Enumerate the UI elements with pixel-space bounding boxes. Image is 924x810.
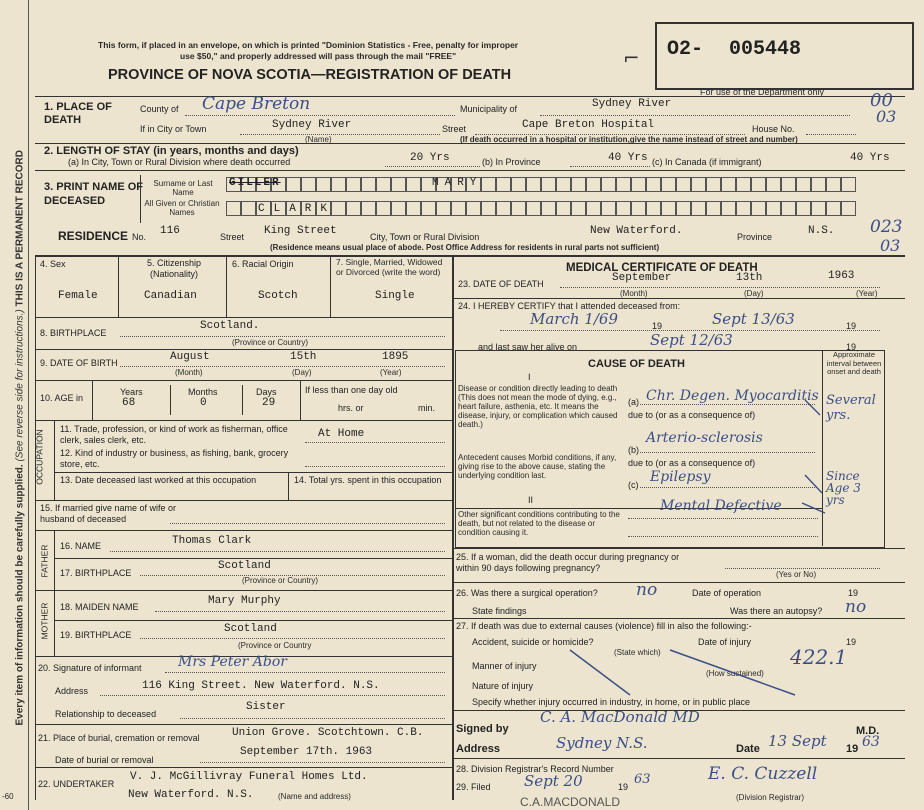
signed-label: Signed by (456, 723, 509, 735)
nineteen-1: 19 (652, 321, 663, 331)
name-caption: (Name) (305, 135, 332, 144)
last-saw-label: and last saw her alive on (478, 342, 578, 352)
md-label: M.D. (856, 725, 880, 737)
racial-label: 6. Racial Origin (232, 259, 294, 269)
name-cell (556, 201, 571, 216)
registrar-signature: E. C. Cuzzell (708, 764, 818, 784)
surname-value: CLARK (258, 203, 337, 215)
name-cell (766, 177, 781, 192)
name-cell (451, 201, 466, 216)
pen-strokes (560, 640, 800, 700)
age-months: 0 (200, 397, 207, 409)
industry-label: 12. Kind of industry or business, as fishing, bank, grocery store, etc. (60, 448, 289, 469)
name-cell (421, 201, 436, 216)
sex-label: 4. Sex (40, 259, 66, 269)
side-instructions: Every item of information should be carefully supplied. (See reverse side for instructions.) THIS IS A PERMANENT RECORD (14, 149, 26, 726)
name-cell (526, 177, 541, 192)
sex-value: Female (58, 290, 98, 302)
reg-number: 005448 (729, 38, 802, 61)
name-cell (541, 201, 556, 216)
name-cell (766, 201, 781, 216)
racial-value: Scotch (258, 290, 298, 302)
name-cell (796, 177, 811, 192)
name-cell (841, 177, 856, 192)
roman-1: I (528, 372, 531, 382)
age-years-label: Years (120, 387, 143, 397)
mother-maiden: Mary Murphy (208, 595, 281, 607)
informant-label: 20. Signature of informant (38, 663, 142, 673)
code-number: 422.1 (790, 645, 848, 669)
stay-a-value: 20 Yrs (410, 152, 450, 164)
name-cell (286, 177, 301, 192)
cause-c: Epilepsy (650, 469, 711, 485)
last-saw-value: Sept 12/63 (650, 331, 733, 349)
name-cell (616, 201, 631, 216)
name-cell (391, 177, 406, 192)
attended-to: Sept 13/63 (712, 310, 795, 328)
state-which: (State which) (614, 648, 661, 657)
marital-label: 7. Single, Married, Widowed or Divorced (write the word) (336, 257, 443, 277)
street-label: Street (442, 124, 467, 134)
age-label: 10. AGE in (40, 393, 84, 403)
relationship-label: Relationship to deceased (55, 709, 157, 719)
name-cell (466, 201, 481, 216)
yes-no-caption: (Yes or No) (776, 570, 817, 579)
name-cell (571, 177, 586, 192)
residence-no: 116 (160, 225, 180, 237)
name-cell (751, 177, 766, 192)
institution-note: (If death occurred in a hospital or institution,give the name instead of street and number) (460, 135, 798, 144)
stay-b-label: (b) In Province (482, 157, 541, 167)
name-cell (346, 201, 361, 216)
nineteen-3: 19 (846, 342, 857, 352)
roman-2: II (528, 495, 534, 505)
physician-signature: C. A. MacDonald MD (540, 708, 700, 726)
mother-province-caption: (Province or Country (238, 641, 312, 650)
death-year-caption: (Year) (856, 289, 878, 298)
first-name-value: MARY (432, 177, 483, 189)
name-cell (331, 177, 346, 192)
spouse-label: 15. If married give name of wife or husband of deceased (40, 503, 177, 524)
name-cell (526, 201, 541, 216)
name-cell (706, 177, 721, 192)
burial-date: September 17th. 1963 (240, 746, 373, 758)
residence-street: King Street (264, 225, 337, 237)
age-years: 68 (122, 397, 136, 409)
mail-notice: This form, if placed in an envelope, on which is printed "Dominion Statistics - Free, penalty for improper (98, 40, 519, 50)
residence-street-label: Street (220, 232, 245, 242)
birthplace-caption: (Province or Country) (232, 338, 309, 347)
residence-city: New Waterford. (590, 225, 683, 237)
name-cell (736, 177, 751, 192)
injury-date-label: Date of injury (698, 637, 752, 647)
informant-address-label: Address (55, 686, 89, 696)
residence-note: (Residence means usual place of abode. Post Office Address for residents in rural parts not sufficient) (270, 243, 660, 252)
father-name-label: 16. NAME (60, 541, 102, 551)
name-cell (781, 201, 796, 216)
cause-c-marker: (c) (628, 480, 639, 490)
name-cell (631, 177, 646, 192)
name-cell (241, 201, 256, 216)
mother-birthplace: Scotland (224, 623, 277, 635)
mother-maiden-label: 18. MAIDEN NAME (60, 602, 139, 612)
name-cell (571, 201, 586, 216)
burial-label: 21. Place of burial, cremation or removal (38, 733, 200, 743)
dob-day: 15th (290, 351, 317, 363)
father-birthplace-label: 17. BIRTHPLACE (60, 568, 132, 578)
manner-label: Manner of injury (472, 661, 537, 671)
municipality-label: Municipality of (460, 104, 518, 114)
dob-label: 9. DATE OF BIRTH (40, 358, 118, 368)
father-name: Thomas Clark (172, 535, 252, 547)
pen-stroke-2 (670, 650, 795, 695)
name-cell (631, 201, 646, 216)
filed-label: 29. Filed (456, 782, 491, 792)
specify-label: Specify whether injury occurred in industry, in home, or in public place (472, 697, 750, 707)
name-cell (316, 177, 331, 192)
stay-b-value: 40 Yrs (608, 152, 648, 164)
death-day-caption: (Day) (744, 289, 764, 298)
municipality-value: Sydney River (592, 98, 672, 110)
physician-printed-name: C.A.MACDONALD (520, 795, 621, 809)
other-conditions-label: Other significant conditions contributing to the death, but not related to the disease or condition causing it. (458, 510, 620, 537)
nineteen-inj: 19 (846, 637, 857, 647)
residence-province: N.S. (808, 225, 835, 237)
filed-year: 63 (634, 772, 651, 787)
name-cell (391, 201, 406, 216)
findings-label: State findings (472, 606, 527, 616)
external-label: 27. If death was due to external causes (violence) fill in also the following:- (456, 621, 752, 631)
father-side-label: FATHER (39, 544, 50, 578)
county-value: Cape Breton (202, 94, 311, 114)
name-cell (721, 177, 736, 192)
name-cell (646, 177, 661, 192)
residence-no-label: No. (132, 232, 147, 242)
accident-label: Accident, suicide or homicide? (472, 637, 594, 647)
name-cell (676, 177, 691, 192)
surname-struck: GILLER (229, 177, 281, 189)
medical-title: MEDICAL CERTIFICATE OF DEATH (566, 262, 758, 274)
name-cell (811, 177, 826, 192)
op-date-label: Date of operation (692, 588, 762, 598)
name-cell (676, 201, 691, 216)
due-to-b: due to (or as a consequence of) (628, 458, 756, 468)
name-cell (496, 201, 511, 216)
name-cell (826, 201, 841, 216)
residence-province-label: Province (737, 232, 773, 242)
undertaker-address: New Waterford. N.S. (128, 789, 254, 801)
city-label: If in City or Town (140, 124, 207, 134)
name-cell (616, 177, 631, 192)
death-year: 1963 (828, 270, 855, 282)
name-cell (586, 177, 601, 192)
filed-date: Sept 20 (524, 772, 583, 790)
pregnancy-label: 25. If a woman, did the death occur during pregnancy or within 90 days following pregnancy? (456, 552, 680, 573)
name-cell (436, 201, 451, 216)
burial-place: Union Grove. Scotchtown. C.B. (232, 727, 424, 739)
undertaker-label: 22. UNDERTAKER (38, 779, 115, 789)
name-cell (481, 201, 496, 216)
relationship-value: Sister (246, 701, 286, 713)
city-value: Sydney River (272, 119, 352, 131)
bracket-stroke (802, 400, 825, 513)
med-address: Sydney N.S. (556, 734, 648, 752)
place-of-death-label: 1. PLACE OF DEATH (44, 101, 112, 126)
name-cell (511, 177, 526, 192)
other-cause: Mental Defective (660, 498, 782, 514)
name-cell (376, 177, 391, 192)
total-years-label: 14. Total yrs. spent in this occupation (294, 475, 442, 485)
age-months-label: Months (188, 387, 218, 397)
undertaker-name: V. J. McGillivray Funeral Homes Ltd. (130, 771, 368, 783)
house-label: House No. (752, 124, 795, 134)
disease-label: Disease or condition directly leading to death (This does not mean the mode of dying, e.g., heart failure, asthenia, etc. It means the disease, injury, or complication which caused death.) (458, 384, 618, 429)
nineteen-filed: 19 (618, 782, 629, 792)
form-code: -60 (2, 792, 14, 801)
how-sustained: (How sustained) (706, 669, 764, 678)
marital-value: Single (375, 290, 415, 302)
reg-prefix: O2- (667, 38, 704, 61)
name-cell (736, 201, 751, 216)
name-cell (691, 201, 706, 216)
min-label: min. (418, 403, 436, 413)
name-cell (601, 177, 616, 192)
birthplace-value: Scotland. (200, 320, 260, 332)
trade-value: At Home (318, 428, 365, 440)
informant-address: 116 King Street. New Waterford. N.S. (142, 680, 380, 692)
name-cell (361, 201, 376, 216)
dept-code-res-2: 03 (880, 236, 901, 255)
occupation-side-label: OCCUPATION (34, 429, 45, 485)
due-to-a: due to (or as a consequence of) (628, 410, 756, 420)
dob-year-caption: (Year) (380, 368, 402, 377)
interval-label: Approximate interval between onset and death (826, 350, 882, 376)
operation-label: 26. Was there a surgical operation? (456, 588, 598, 598)
undertaker-caption: (Name and address) (278, 792, 351, 801)
autopsy-label: Was there an autopsy? (730, 606, 823, 616)
age-days: 29 (262, 397, 276, 409)
dept-code-place-2: 03 (876, 107, 897, 126)
interval-c: Since Age 3 yrs (826, 469, 861, 507)
pen-stroke-1 (570, 650, 630, 695)
dob-month: August (170, 351, 210, 363)
citizenship-value: Canadian (144, 290, 197, 302)
mother-side-label: MOTHER (39, 602, 50, 640)
name-cell (601, 201, 616, 216)
name-cell (661, 201, 676, 216)
name-cell (826, 177, 841, 192)
mail-notice-2: use $50," and properly addressed will pass through the mail "FREE" (180, 51, 457, 61)
autopsy-value: no (845, 597, 867, 617)
cause-b-marker: (b) (628, 445, 639, 455)
med-date-year: 63 (862, 734, 880, 750)
hrs-label: hrs. or (338, 403, 364, 413)
cause-b: Arterio-sclerosis (646, 430, 763, 446)
residence-label: RESIDENCE (58, 229, 129, 243)
length-of-stay-label: 2. LENGTH OF STAY (in years, months and days) (44, 145, 299, 157)
citizenship-label: 5. Citizenship (Nationality) (146, 258, 202, 279)
registrar-record-label: 28. Division Registrar's Record Number (456, 764, 614, 774)
nineteen-sig: 19 (846, 743, 859, 755)
stay-a-label: (a) In City, Town or Rural Division where death occurred (68, 157, 291, 167)
death-month-caption: (Month) (620, 289, 648, 298)
name-cell (721, 201, 736, 216)
street-value: Cape Breton Hospital (522, 119, 655, 131)
name-cell (511, 201, 526, 216)
residence-city-label: City, Town or Rural Division (370, 232, 480, 242)
father-birthplace: Scotland (218, 560, 271, 572)
name-cell (361, 177, 376, 192)
name-cell (811, 201, 826, 216)
name-cell (781, 177, 796, 192)
cause-bracket (800, 395, 830, 525)
name-cell (376, 201, 391, 216)
form-title: PROVINCE OF NOVA SCOTIA—REGISTRATION OF DEATH (108, 67, 512, 83)
burial-date-label: Date of burial or removal (55, 755, 154, 765)
name-cell (496, 177, 511, 192)
name-cell (586, 201, 601, 216)
name-cell (301, 177, 316, 192)
age-days-label: Days (256, 387, 277, 397)
county-label: County of (140, 104, 179, 114)
name-cell (751, 201, 766, 216)
name-cell (841, 201, 856, 216)
name-cell (556, 177, 571, 192)
name-cell (481, 177, 496, 192)
name-cell (646, 201, 661, 216)
given-label: All Given or Christian Names (144, 199, 220, 217)
cause-a: Chr. Degen. Myocarditis (646, 388, 819, 404)
surname-label: Surname or Last Name (153, 179, 213, 197)
name-cell (661, 177, 676, 192)
informant-signature: Mrs Peter Abor (178, 654, 287, 670)
med-date-label: Date (736, 743, 760, 755)
cause-title: CAUSE OF DEATH (588, 358, 685, 370)
name-cell (706, 201, 721, 216)
registrar-caption: (Division Registrar) (736, 793, 805, 802)
father-province-caption: (Province or Country) (242, 576, 319, 585)
stay-c-label: (c) In Canada (if immigrant) (652, 157, 762, 167)
birthplace-label: 8. BIRTHPLACE (40, 328, 107, 338)
dob-year: 1895 (382, 351, 409, 363)
name-cell (406, 177, 421, 192)
name-cell (691, 177, 706, 192)
print-name-label: 3. PRINT NAME OF DECEASED (44, 181, 144, 207)
nature-label: Nature of injury (472, 681, 534, 691)
name-cell (406, 201, 421, 216)
death-month: September (612, 272, 672, 284)
name-cell (541, 177, 556, 192)
nineteen-op: 19 (848, 588, 859, 598)
dob-month-caption: (Month) (175, 368, 203, 377)
attended-label: 24. I HEREBY CERTIFY that I attended deceased from: (458, 301, 681, 311)
dob-day-caption: (Day) (292, 368, 312, 377)
nineteen-2: 19 (846, 321, 857, 331)
registration-number-box (655, 22, 914, 90)
attended-from: March 1/69 (530, 310, 618, 328)
last-worked-label: 13. Date deceased last worked at this occupation (60, 475, 257, 485)
name-cell (346, 177, 361, 192)
dept-use-label: For use of the Department only (700, 87, 825, 97)
death-day: 13th (736, 272, 763, 284)
med-date: 13 Sept (768, 732, 827, 750)
check-mark: ⌐ (623, 46, 640, 70)
name-cell (796, 201, 811, 216)
name-cell (226, 201, 241, 216)
cause-a-marker: (a) (628, 397, 639, 407)
interval-a: Several yrs. (826, 393, 876, 423)
mother-birthplace-label: 19. BIRTHPLACE (60, 630, 132, 640)
med-address-label: Address (456, 743, 501, 755)
date-of-death-label: 23. DATE OF DEATH (458, 279, 544, 289)
trade-label: 11. Trade, profession, or kind of work as fisherman, office clerk, sales clerk, etc. (60, 424, 288, 445)
antecedent-label: Antecedent causes Morbid conditions, if any, giving rise to the above cause, stating the underlying condition last. (458, 453, 617, 480)
dept-code-res: 023 (870, 217, 903, 237)
stay-c-value: 40 Yrs (850, 152, 890, 164)
dept-code-place: 00 (870, 90, 893, 111)
operation-value: no (636, 580, 658, 600)
age-note: If less than one day old (305, 385, 398, 395)
